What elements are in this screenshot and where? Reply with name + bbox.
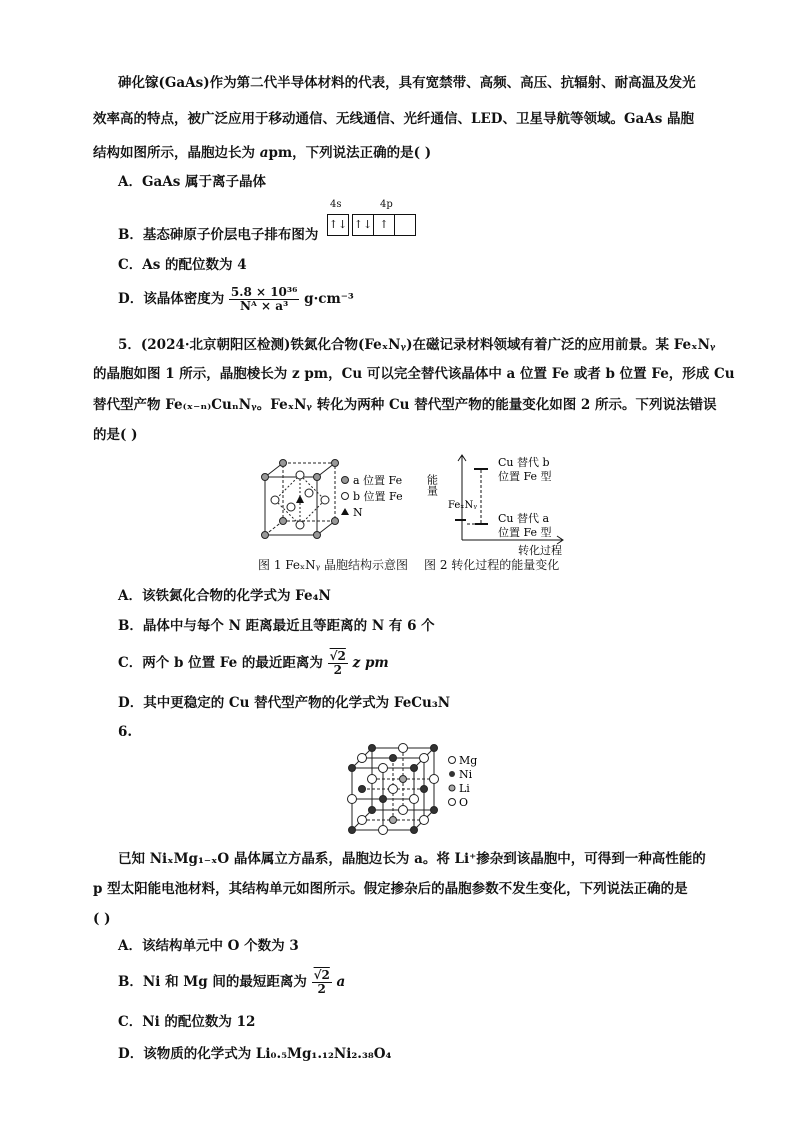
ni-mg-o-structure-figure — [342, 740, 482, 836]
q4-stem-line2: 效率高的特点，被广泛应用于移动通信、无线通信、光纤通信、LED、卫星导航等领域。GaAs 晶胞 — [93, 111, 695, 127]
orbital-box — [394, 214, 416, 236]
q6-stem-line3: ( ) — [93, 911, 111, 927]
legend-n: N — [353, 506, 363, 519]
q6-option-c: C．Ni 的配位数为 12 — [118, 1014, 256, 1030]
orbital-4p-boxes — [352, 214, 416, 236]
q5-option-d: D．其中更稳定的 Cu 替代型产物的化学式为 FeCu₃N — [118, 695, 451, 711]
q5-stem-line2: 的晶胞如图 1 所示，晶胞棱长为 z pm，Cu 可以完全替代该晶体中 a 位置 Fe 或者 b 位置 Fe，形成 Cu — [93, 366, 735, 382]
q6-stem-line1: 已知 NiₓMg₁₋ₓO 晶体属立方晶系，晶胞边长为 a。将 Li⁺掺杂到该晶胞中，可得到一种高性能的 — [118, 851, 706, 867]
q4-option-a: A．GaAs 属于离子晶体 — [118, 174, 267, 190]
q6-stem-line2: p 型太阳能电池材料，其结构单元如图所示。假定掺杂后的晶胞参数不发生变化，下列说法正确的是 — [93, 881, 688, 897]
q4-option-d: D．该晶体密度为 $\frac{\text{5.8 × 10³⁶}}{\text{Nᴬ × a³}}$ g·cm⁻³ — [118, 285, 354, 313]
cu-a-label-2: 位置 Fe 型 — [498, 526, 552, 539]
q5-option-a: A．该铁氮化合物的化学式为 Fe₄N — [118, 588, 331, 604]
q5-stem-line1: 5．(2024·北京朝阳区检测)铁氮化合物(FeₓNᵧ)在磁记录材料领域有着广泛的应用前景。某 FeₓNᵧ — [118, 337, 716, 353]
q5-stem-line4: 的是( ) — [93, 427, 138, 443]
q6-option-a: A．该结构单元中 O 个数为 3 — [118, 938, 299, 954]
orbital-4p-label: 4p — [380, 199, 393, 210]
axis-energy-label: 能量 — [425, 474, 439, 496]
cu-a-label-1: Cu 替代 a — [498, 512, 550, 525]
q5-option-c: C．两个 b 位置 Fe 的最近距离为 $\frac{√2}{2}$ z pm — [118, 649, 389, 677]
orbital-box: ↑ — [373, 214, 394, 236]
start-label: FeₓNᵧ — [448, 500, 478, 511]
fe-n-unit-cell-figure — [255, 455, 415, 550]
orbital-box: ↑↓ — [327, 214, 349, 236]
density-numerator: 5.8 × 10³⁶ — [230, 285, 298, 299]
q4-option-c: C．As 的配位数为 4 — [118, 257, 247, 273]
q4-stem-line1: 砷化镓(GaAs)作为第二代半导体材料的代表，具有宽禁带、高频、高压、抗辐射、耐高温及发光 — [118, 75, 696, 91]
q4-option-b: B．基态砷原子价层电子排布图为 — [118, 227, 319, 243]
legend-b-fe: b 位置 Fe — [353, 490, 403, 503]
legend-li: Li — [459, 782, 470, 795]
q5-stem-line3: 替代型产物 Fe₍ₓ₋ₙ₎CuₙNᵧ。FeₓNᵧ 转化为两种 Cu 替代型产物的能量变化如图 2 所示。下列说法错误 — [93, 397, 717, 413]
q6-number: 6. — [118, 724, 133, 740]
energy-diagram-figure — [425, 450, 580, 560]
cu-b-label-2: 位置 Fe 型 — [498, 470, 552, 483]
orbital-4s-label: 4s — [330, 199, 342, 210]
orbital-4s-box — [327, 214, 349, 236]
q6-option-b: B．Ni 和 Mg 间的最短距离为 $\frac{√2}{2}$ a — [118, 968, 346, 996]
legend-o: O — [459, 796, 469, 809]
q6-option-d: D．该物质的化学式为 Li₀.₅Mg₁.₁₂Ni₂.₃₈O₄ — [118, 1046, 392, 1062]
cu-b-label-1: Cu 替代 b — [498, 456, 550, 469]
legend-ni: Ni — [459, 768, 473, 781]
q5-option-b: B．晶体中与每个 N 距离最近且等距离的 N 有 6 个 — [118, 618, 435, 634]
legend-mg: Mg — [459, 754, 478, 767]
density-denominator: Nᴬ × a³ — [240, 299, 289, 313]
q4-stem-line3: 结构如图所示，晶胞边长为 apm，下列说法正确的是( ) — [93, 145, 432, 161]
figure1-caption: 图 1 FeₓNᵧ 晶胞结构示意图 — [258, 558, 408, 572]
legend-a-fe: a 位置 Fe — [353, 474, 403, 487]
figure2-caption: 图 2 转化过程的能量变化 — [424, 558, 560, 572]
orbital-box: ↑↓ — [352, 214, 373, 236]
axis-process-label: 转化过程 — [518, 544, 562, 557]
